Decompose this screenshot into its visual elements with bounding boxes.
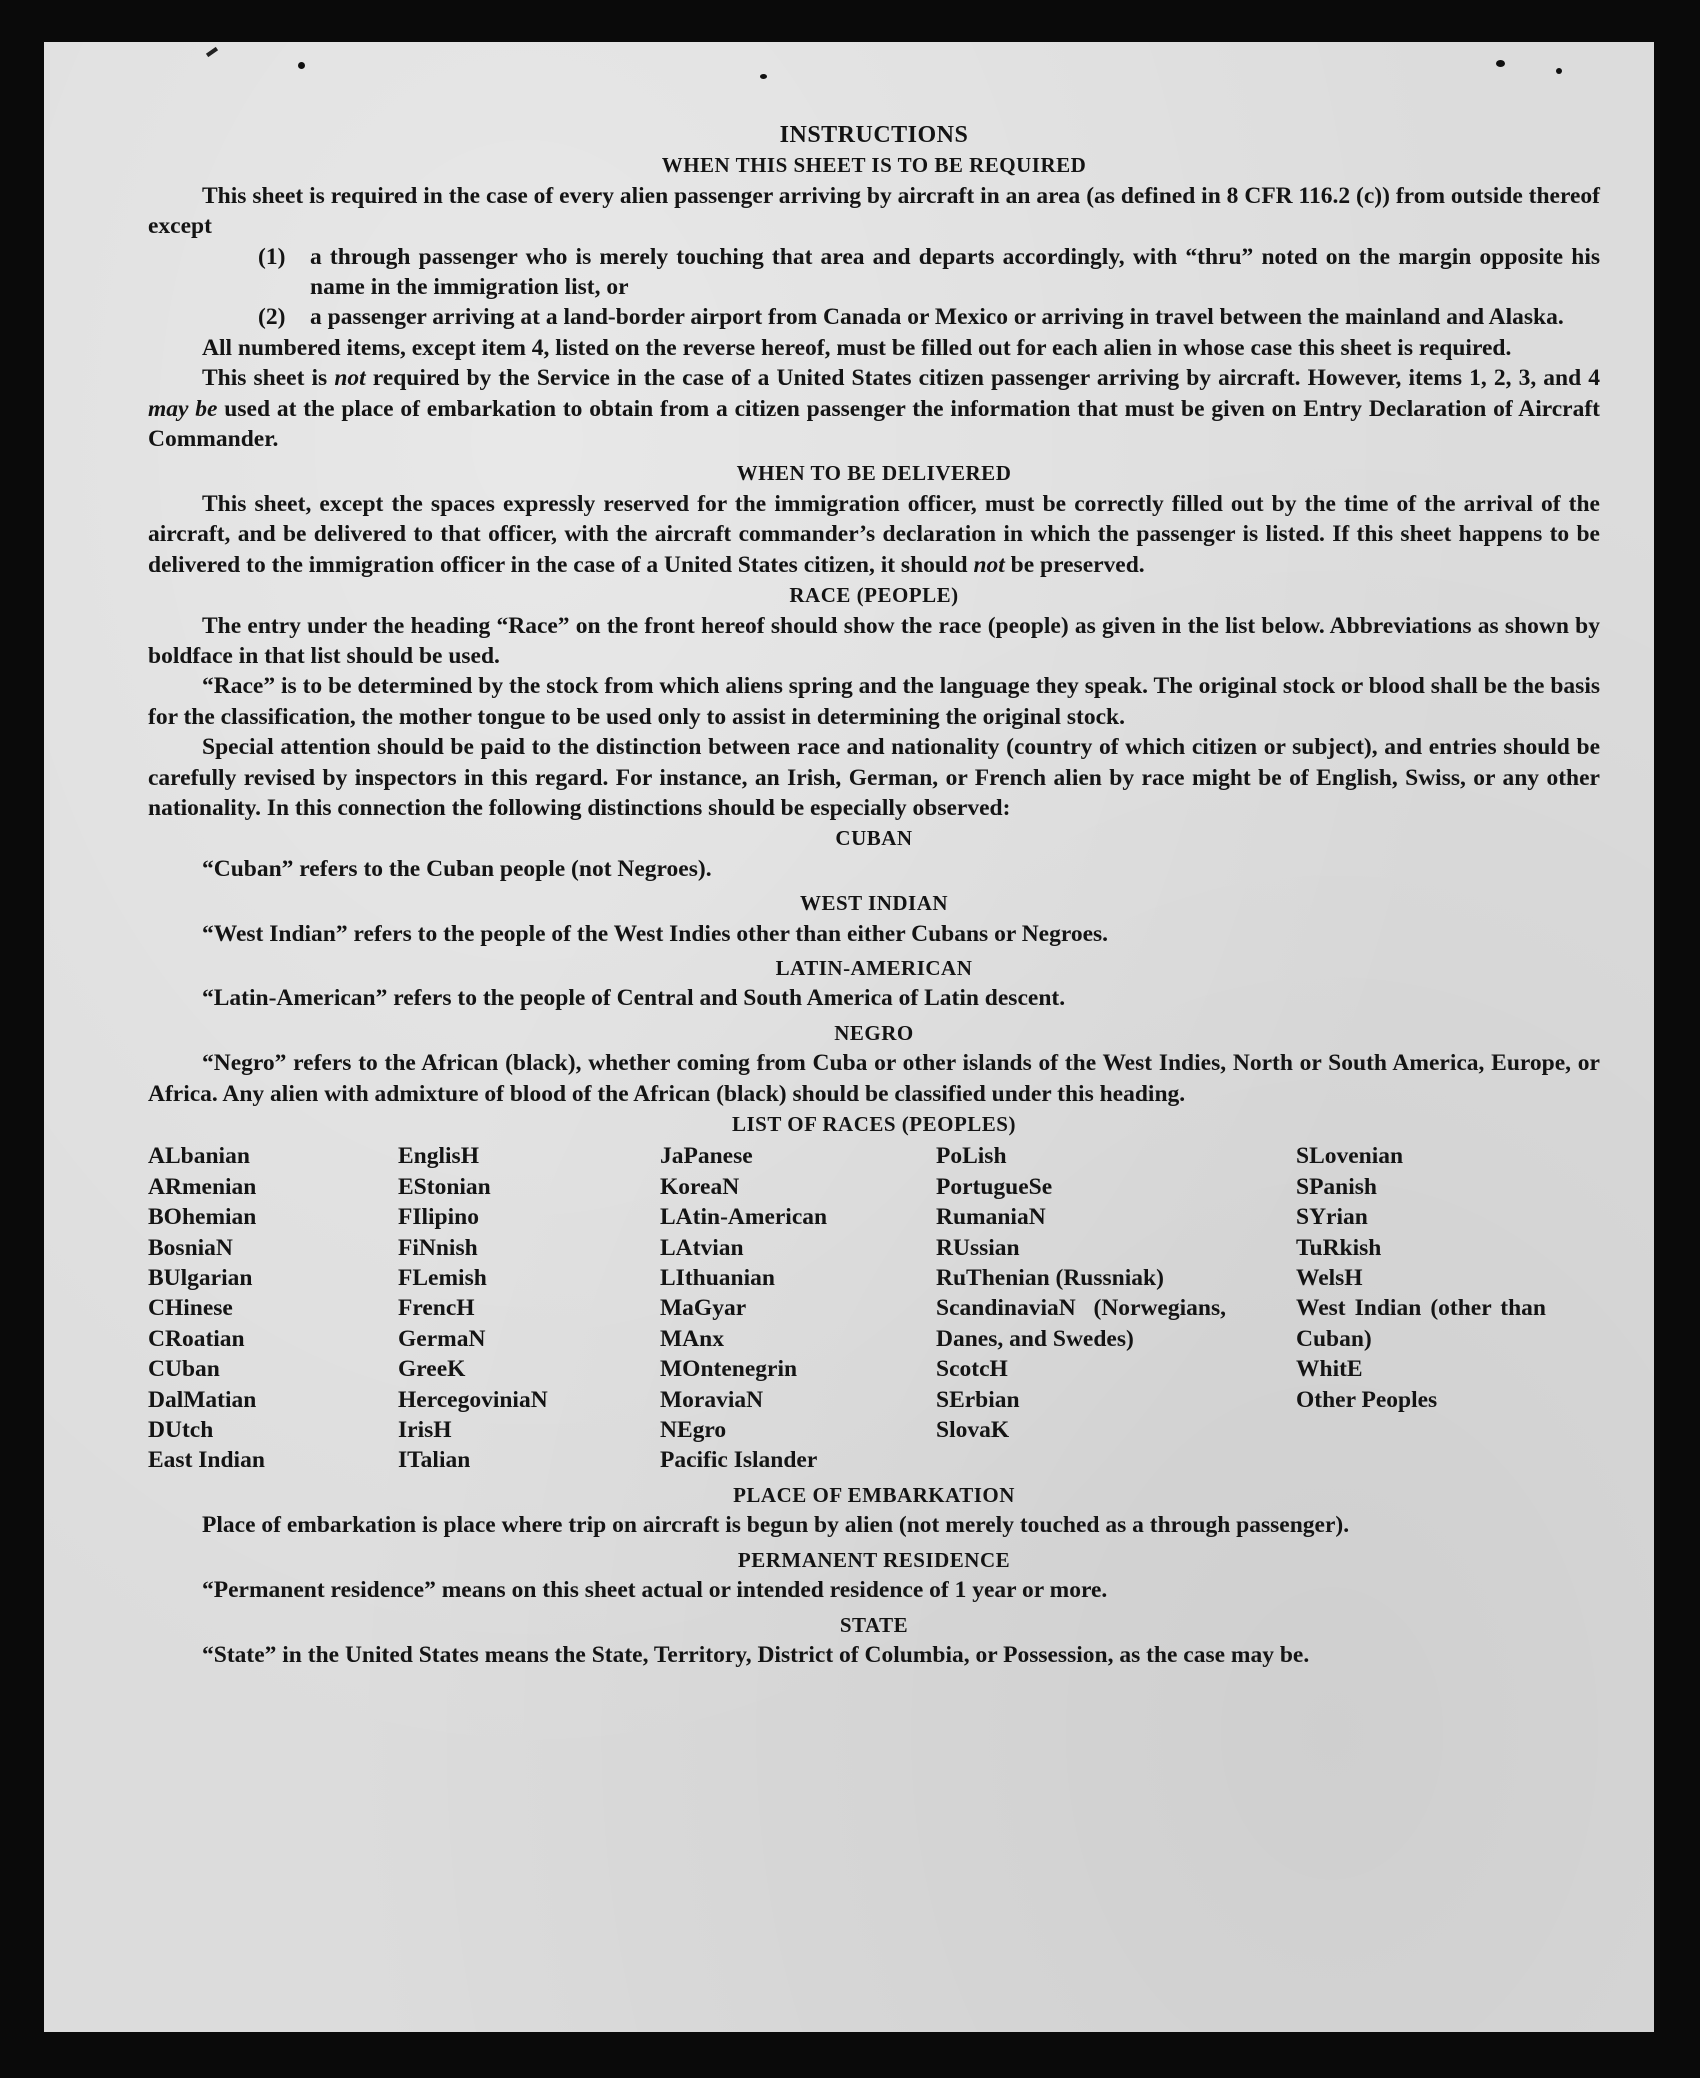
page-title: INSTRUCTIONS [779,122,969,148]
race-entry: LAtin-American [660,1204,828,1231]
text-run: used at the place of embarkation to obtain from a citizen passenger the information that must be given on Entry Declaration of Aircraft Commander. [148,395,1601,453]
race-entry: KoreaN [660,1173,740,1200]
permanent-residence-text: “Permanent residence” means on this sheet actual or intended residence of 1 year or more. [202,1577,1108,1604]
race-entry: LAtvian [660,1234,744,1261]
heading-list-of-races: LIST OF RACES (PEOPLES) [732,1112,1016,1136]
race-entry: BOhemian [148,1204,257,1231]
races-column [398,1141,660,1475]
race-entry: GermaN [398,1325,486,1352]
italic-run: not [973,551,1005,578]
race-entry: BUlgarian [148,1265,253,1292]
text-run: required by the Service in the case of a United States citizen passenger arriving by aircraft. However, items 1, 2, 3, and 4 [372,365,1601,392]
race-entry: MOntenegrin [660,1356,798,1383]
exception-text: a through passenger who is merely touching that area and departs accordingly, with “thru” noted on the margin opposite his name in the immigration list, or [310,243,1600,301]
heading-permanent-residence: PERMANENT RESIDENCE [737,1547,1011,1572]
italic-run: may be [148,395,218,422]
west-indian-text: “West Indian” refers to the people of the West Indies other than either Cubans or Negroes. [202,920,1109,947]
race-entry: SYrian [1296,1204,1368,1231]
race-entry: FLemish [398,1265,487,1292]
race-entry: GreeK [398,1356,466,1383]
race-entry: Other Peoples [1296,1386,1438,1413]
exception-item [258,302,1600,332]
race-entry: EStonian [398,1173,491,1200]
race-entry: PortugueSe [936,1173,1053,1200]
race-entry: RUssian [936,1234,1020,1261]
race-entry: DalMatian [148,1386,257,1413]
race-entry: TuRkish [1296,1234,1382,1261]
race-entry: East Indian [148,1447,265,1474]
race-entry: PoLish [936,1143,1007,1170]
negro-text: “Negro” refers to the African (black), whether coming from Cuba or other islands of the West Indies, North or South America, Europe, or Africa. Any alien with admixture of blood of the African (black) should be classified under this heading. [148,1050,1600,1107]
race-entry: WelsH [1296,1265,1363,1292]
race-entry: ALbanian [148,1143,250,1170]
race-entry: RumaniaN [936,1204,1046,1231]
race-entry: JaPanese [660,1143,753,1170]
state-text: “State” in the United States means the State, Territory, District of Columbia, or Possession, as the case may be. [202,1641,1310,1668]
heading-latin-american: LATIN-AMERICAN [775,955,973,980]
race-entry: CUban [148,1356,220,1383]
race-entry: CHinese [148,1295,233,1322]
race-entry: IrisH [398,1417,452,1444]
races-column [936,1141,1296,1475]
race-entry: CRoatian [148,1325,245,1352]
exception-number: (2) [258,304,286,331]
heading-negro: NEGRO [834,1020,914,1045]
race-entry: ScotcH [936,1356,1008,1383]
race-entry: EnglisH [398,1143,479,1170]
heading-place-of-embarkation: PLACE OF EMBARKATION [733,1482,1015,1507]
scan-mark [206,47,218,57]
scan-speck [1556,68,1562,74]
race-entry: SPanish [1296,1173,1377,1200]
race-entry: LIthuanian [660,1265,775,1292]
races-column [660,1141,936,1475]
race-entry: SlovaK [936,1417,1010,1444]
race-entry: West Indian (other than Cuban) [1296,1295,1546,1352]
text-run: be preserved. [1010,551,1145,578]
races-column [1296,1141,1600,1475]
scan-speck [1496,60,1505,67]
race-paragraph-3: Special attention should be paid to the distinction between race and nationality (country of which citizen or subject), and entries should be carefully revised by inspectors in this regard. For instance, an Irish, German, or French alien by race might be of English, Swiss, or any other nationality. In this connection the following distinctions should be especially observed: [148,734,1600,821]
heading-state: STATE [839,1612,909,1637]
latin-american-text: “Latin-American” refers to the people of Central and South America of Latin descent. [202,985,1066,1012]
race-entry: ITalian [398,1447,471,1474]
place-of-embarkation-text: Place of embarkation is place where trip on aircraft is begun by alien (not merely touched as a through passenger). [202,1512,1350,1539]
heading-cuban: CUBAN [835,826,913,851]
race-paragraph-1: The entry under the heading “Race” on the front hereof should show the race (people) as given in the list below. Abbreviations as shown by boldface in that list should be used. [148,612,1600,669]
exception-text: a passenger arriving at a land-border airport from Canada or Mexico or arriving in travel between the mainland and Alaska. [310,304,1564,331]
race-entry: SLovenian [1296,1143,1404,1170]
race-entry: BosniaN [148,1234,233,1261]
heading-when-delivered: WHEN TO BE DELIVERED [736,461,1012,486]
heading-west-indian: WEST INDIAN [799,891,949,916]
races-column [148,1141,398,1475]
race-entry: ScandinaviaN (Norwegians, Danes, and Swedes) [936,1295,1226,1352]
text-run: This sheet, except the spaces expressly reserved for the immigration officer, must be correctly filled out by the time of the arrival of the aircraft, and be delivered to that officer, with the aircraft commander’s declaration in which the passenger is listed. If this sheet happens to be delivered to the immigration officer in the case of a United States citizen, it should [148,490,1600,578]
scan-speck [760,74,767,79]
race-paragraph-2: “Race” is to be determined by the stock from which aliens spring and the language they speak. The original stock or blood shall be the basis for the classification, the mother tongue to be used only to assist in determining the original stock. [148,673,1600,730]
italic-run: not [334,365,366,392]
exception-item [258,242,1600,303]
citizen-paragraph [148,363,1600,454]
race-entry: FrencH [398,1295,475,1322]
race-entry: SErbian [936,1386,1020,1413]
race-entry: HercegoviniaN [398,1386,548,1413]
race-entry: ARmenian [148,1173,257,1200]
race-entry: NEgro [660,1417,727,1444]
exception-number: (1) [258,243,286,270]
heading-when-required: WHEN THIS SHEET IS TO BE REQUIRED [661,153,1087,178]
scan-speck [298,62,305,69]
races-list [148,1141,1600,1475]
cuban-text: “Cuban” refers to the Cuban people (not Negroes). [202,855,712,882]
race-entry: Pacific Islander [660,1447,818,1474]
race-entry: MAnx [660,1325,724,1352]
race-entry: WhitE [1296,1356,1363,1383]
race-entry: DUtch [148,1417,214,1444]
race-entry: FiNnish [398,1234,478,1261]
race-entry: MaGyar [660,1295,747,1322]
race-entry: RuThenian (Russniak) [936,1265,1164,1292]
text-run: This sheet is [202,365,328,392]
instructions-content [148,120,1600,1670]
race-entry: MoraviaN [660,1386,764,1413]
heading-race: RACE (PEOPLE) [789,583,959,608]
race-entry: FIlipino [398,1204,479,1231]
when-delivered-text [148,489,1600,580]
document-sheet [44,42,1654,2032]
numbered-items-paragraph: All numbered items, except item 4, listed on the reverse hereof, must be filled out for each alien in whose case this sheet is required. [202,334,1512,361]
when-required-intro: This sheet is required in the case of every alien passenger arriving by aircraft in an area (as defined in 8 CFR 116.2 (c)) from outside thereof except [148,182,1600,240]
